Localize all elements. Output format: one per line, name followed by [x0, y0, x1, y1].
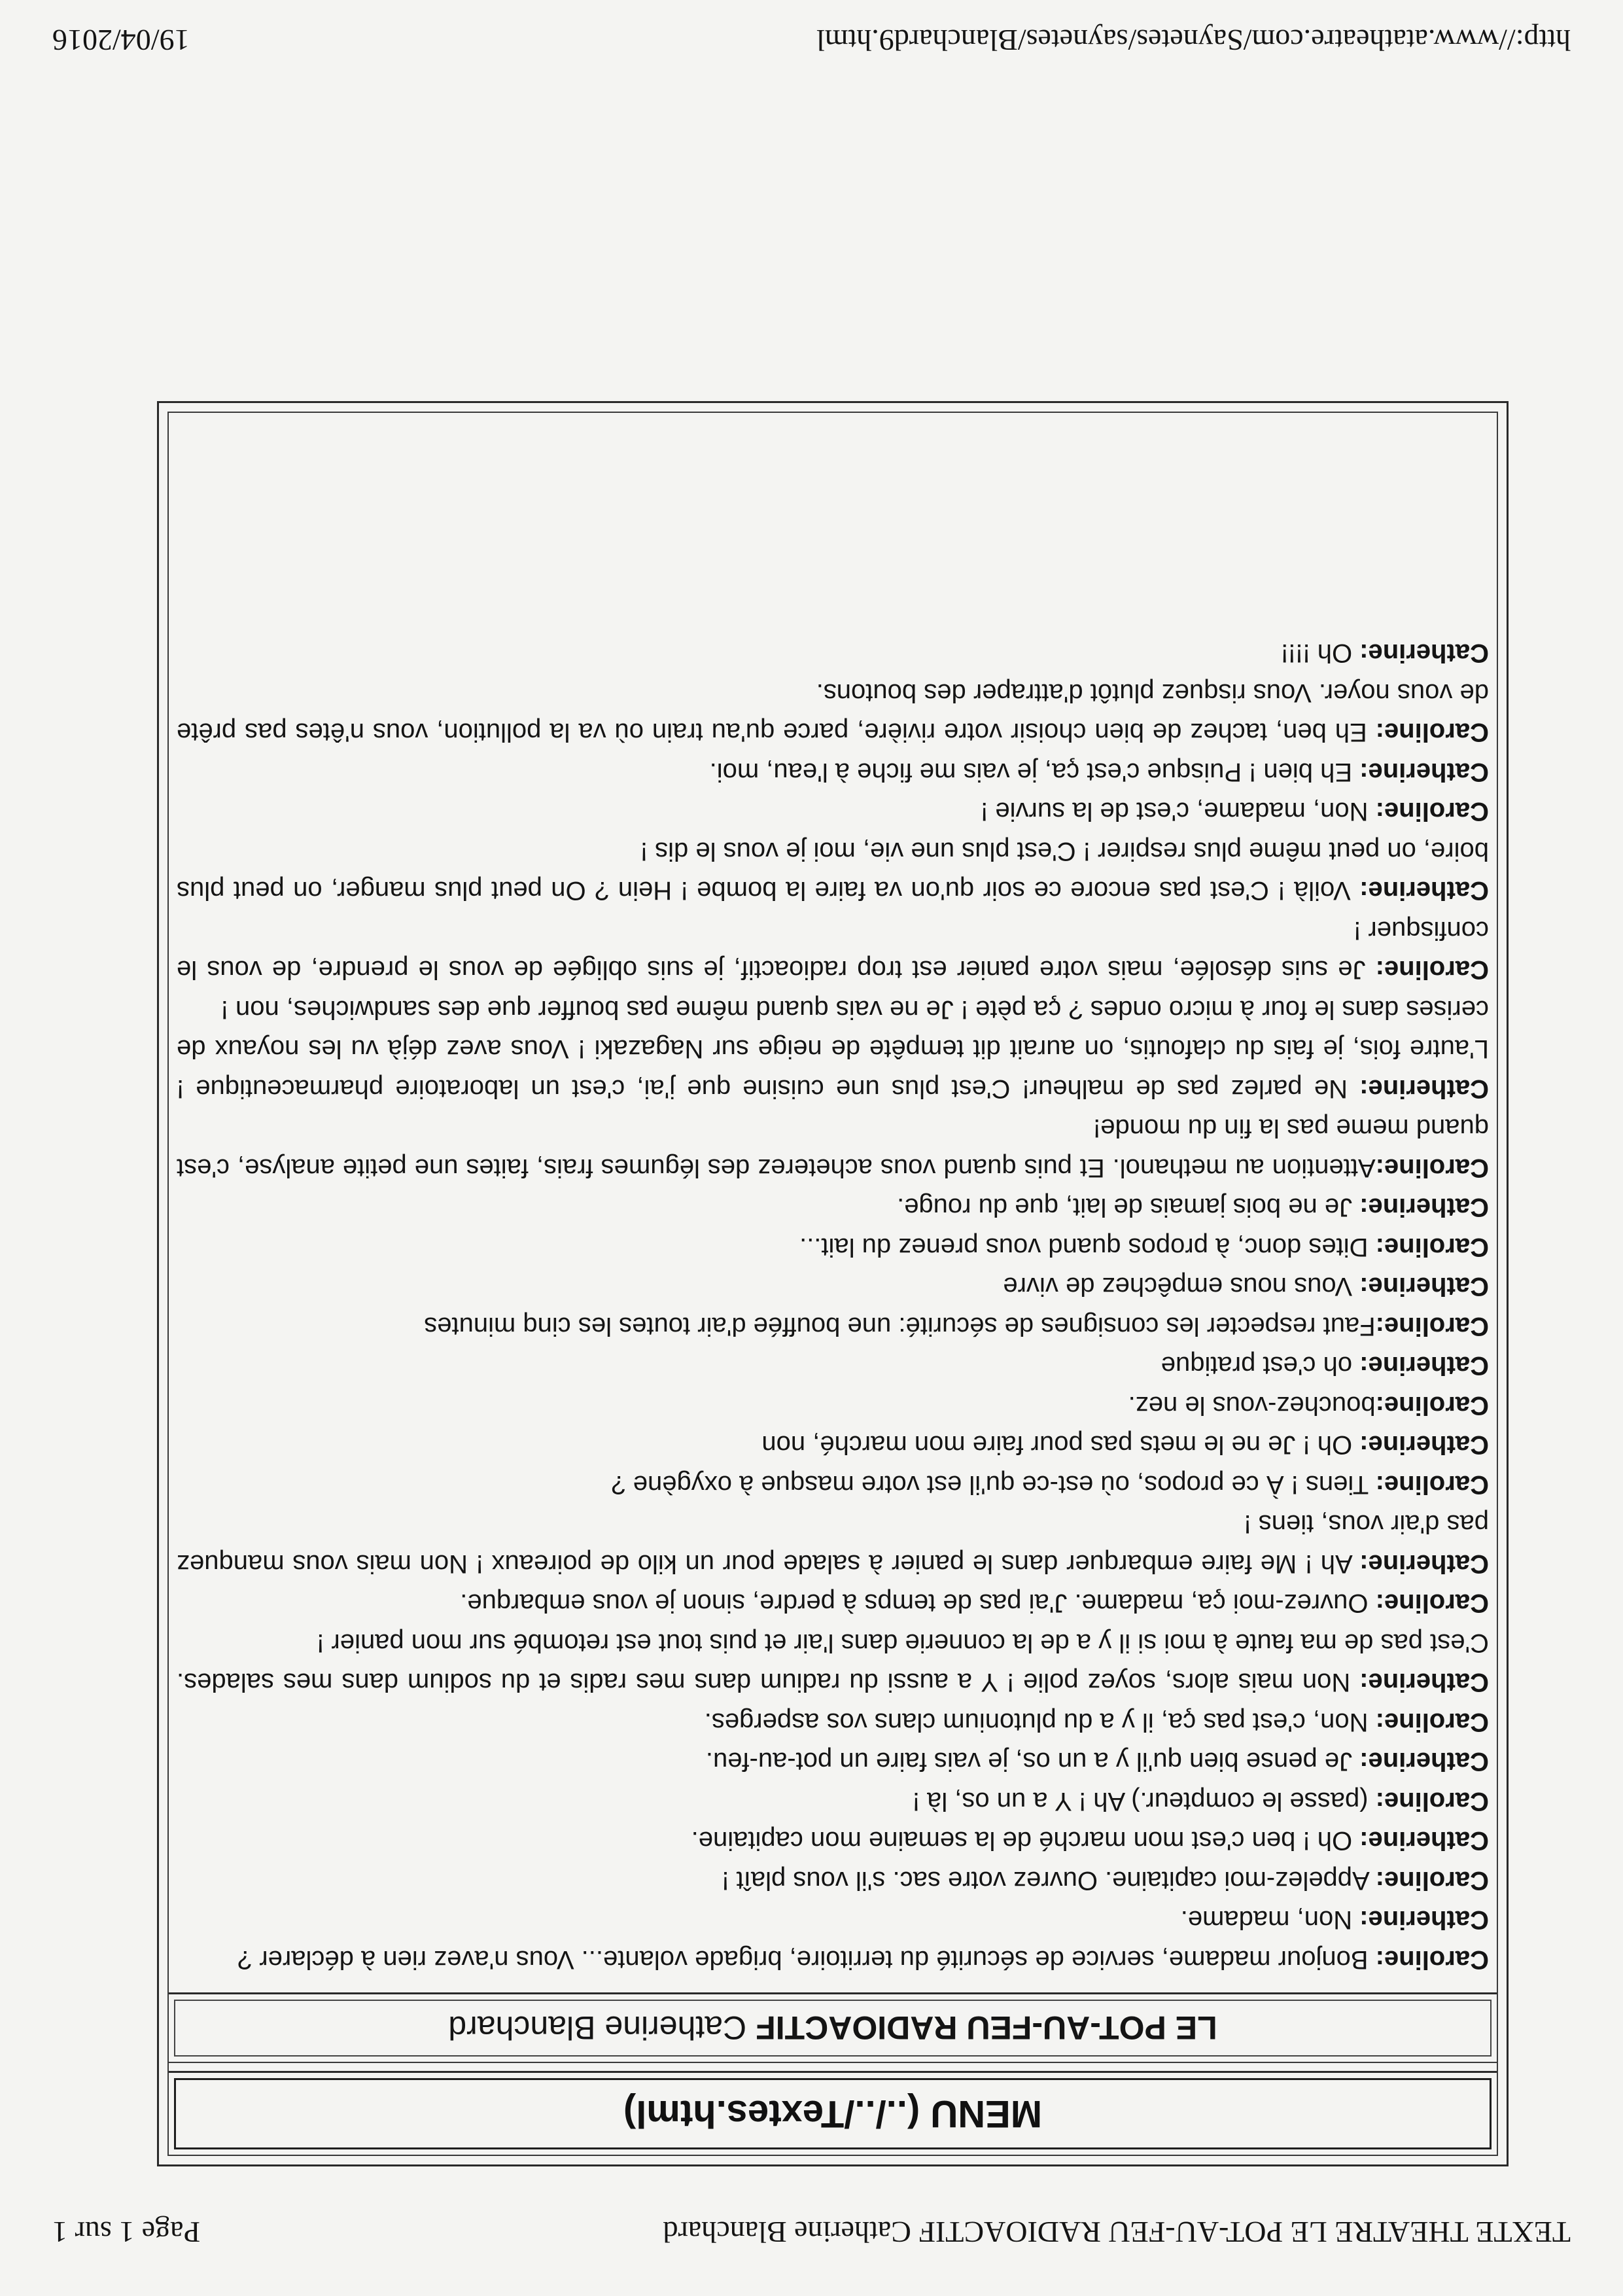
speaker-name: Catherine: [1359, 1905, 1489, 1935]
line-text: Oh ! ben c'est mon marché de la semaine mon capitaine. [691, 1826, 1360, 1856]
line-text: Non, madame, c'est de la survie ! [981, 797, 1376, 826]
dialogue-line [177, 752, 1489, 792]
menu-bar [169, 2071, 1497, 2155]
speaker-name: Caroline: [1375, 1154, 1489, 1182]
speaker-name: Catherine: [1359, 1826, 1489, 1856]
dialogue-line [177, 1386, 1489, 1426]
speaker-name: Caroline: [1375, 718, 1489, 747]
dialogue-line [177, 673, 1489, 752]
dialogue-text [177, 633, 1489, 1979]
dialogue-line [177, 1821, 1489, 1861]
line-text: Faut respecter les consignes de sécurité: une bouffée d'air toutes les cinq minutes [424, 1312, 1376, 1341]
dialogue-line [177, 990, 1489, 1109]
play-author: Catherine Blanchard [448, 2009, 747, 2047]
line-text: Appelez-moi capitaine. Ouvrez votre sac. s'il vous plaît ! [722, 1866, 1376, 1895]
dialogue-line [177, 1465, 1489, 1505]
dialogue-line [177, 1307, 1489, 1347]
line-text: Je pense bien qu'il y a un os, je vais faire un pot-au-feu. [705, 1747, 1360, 1776]
speaker-name: Caroline: [1375, 955, 1489, 985]
dialogue-line [177, 1583, 1489, 1623]
content-frame [157, 401, 1509, 2166]
speaker-name: Caroline: [1375, 1945, 1489, 1974]
play-title: LE POT-AU-FEU RADIOACTIF [756, 2009, 1217, 2047]
speaker-name: Catherine: [1359, 1430, 1489, 1460]
line-text: Oh !!!! [1281, 639, 1360, 668]
line-text: Vous nous empêchez de vivre [1003, 1272, 1360, 1301]
print-header [52, 2212, 1571, 2252]
print-header-title: TEXTE THEATRE LE POT-AU-FEU RADIOACTIF Catherine Blanchard [663, 2216, 1571, 2249]
dialogue-line [177, 1188, 1489, 1227]
dialogue-line [177, 1227, 1489, 1267]
dialogue-line [177, 792, 1489, 832]
line-text: Oh ! Je ne le mets pas pour faire mon marché, non [761, 1430, 1360, 1460]
dialogue-line [177, 1267, 1489, 1307]
dialogue-line [177, 1861, 1489, 1901]
line-text: Bonjour madame, service de sécurité du territoire, brigade volante... Vous n'avez rien à déclarer ? [237, 1945, 1376, 1974]
source-url: http://www.atatheatre.com/Saynetes/saynetes/Blanchard9.html [816, 24, 1571, 57]
line-text: Je ne bois jamais de lait, que du rouge. [897, 1193, 1360, 1222]
dialogue-line [177, 1346, 1489, 1386]
line-text: Non, madame. [1180, 1905, 1360, 1935]
speaker-name: Caroline: [1375, 1589, 1489, 1618]
speaker-name: Catherine: [1359, 758, 1489, 786]
speaker-name: Caroline: [1375, 797, 1489, 826]
print-footer [52, 20, 1571, 60]
line-text: Ne parlez pas de malheur! C'est plus une cuisine que j'ai, c'est un laboratoire pharmaceutique ! L'autre fois, je fais du clafoutis, on aurait dit tempête de neige sur Nagazaki ! Vous avez déjà vu les noyaux de cerises dans le four à micro ondes ? ça pète ! Je ne vais quand même pas bouffer que des sandwiches, non ! [177, 995, 1489, 1103]
line-text: Voilà ! C'est pas encore ce soir qu'on va faire la bombe ! Hein ? On peut plus manger, on peut plus boire, on peut même plus respirer ! C'est plus une vie, moi je vous le dis ! [177, 837, 1489, 906]
title-bar [169, 1992, 1497, 2063]
speaker-name: Catherine: [1359, 1193, 1489, 1222]
line-text: Non mais alors, soyez polie ! Y a aussi du radium dans mes radis et du sodium dans mes salades. C'est pas de ma faute à moi si il y a de la connerie dans l'air et puis tout est retombé sur mon panier ! [177, 1629, 1489, 1697]
speaker-name: Caroline: [1375, 1233, 1489, 1262]
speaker-name: Caroline: [1375, 1866, 1489, 1895]
line-text: Je suis désolée, mais votre panier est trop radioactif, je suis obligée de vous le prendre, de vous le confisquer ! [177, 916, 1489, 985]
line-text: Eh ben, tachez de bien choisir votre rivière, parce qu'au train où va la pollution, vous n'êtes pas prête de vous noyer. Vous risquez plutôt d'attraper des boutons. [177, 679, 1489, 747]
line-text: Non, c'est pas ça, il y a du plutonium clans vos asperges. [704, 1708, 1376, 1737]
line-text: oh c'est pratique [1161, 1351, 1360, 1381]
line-text: Attention au methanol. Et puis quand vous acheterez des légumes frais, faites une petite analyse, c'est quand meme pas la fin du monde! [177, 1114, 1489, 1182]
line-text: bouchez-vous le nez. [1128, 1391, 1376, 1420]
speaker-name: Catherine: [1359, 1747, 1489, 1776]
speaker-name: Caroline: [1375, 1787, 1489, 1816]
line-text: (passe le compteur.) Ah ! Y a un os, là ! [912, 1787, 1376, 1816]
dialogue-line [177, 1742, 1489, 1782]
speaker-name: Catherine: [1359, 1351, 1489, 1381]
speaker-name: Catherine: [1359, 1549, 1489, 1578]
dialogue-line [177, 832, 1489, 911]
line-text: Eh bien ! Puisque c'est ça, je vais me fiche à l'eau, moi. [709, 758, 1360, 786]
page-number: Page 1 sur 1 [52, 2216, 201, 2249]
line-text: Ah ! Me faire embarquer dans le panier à salade pour un kilo de poireaux ! Non mais vous manquez pas d'air vous, tiens ! [177, 1510, 1489, 1578]
speaker-name: Caroline: [1375, 1391, 1489, 1420]
menu-link[interactable]: MENU (../../Textes.html) [623, 2093, 1043, 2135]
line-text: Dites donc, à propos quand vous prenez du lait... [799, 1233, 1376, 1262]
dialogue-line [177, 1782, 1489, 1822]
dialogue-line [177, 1108, 1489, 1188]
speaker-name: Catherine: [1359, 876, 1489, 906]
dialogue-line [177, 911, 1489, 990]
dialogue-line [177, 1900, 1489, 1940]
speaker-name: Caroline: [1375, 1470, 1489, 1499]
dialogue-line [177, 1504, 1489, 1583]
dialogue-line [177, 633, 1489, 673]
print-date: 19/04/2016 [52, 24, 190, 57]
dialogue-line [177, 1703, 1489, 1742]
content-inner-frame [167, 412, 1498, 2156]
speaker-name: Catherine: [1359, 1074, 1489, 1103]
speaker-name: Catherine: [1359, 1668, 1489, 1697]
speaker-name: Catherine: [1359, 639, 1489, 668]
dialogue-line [177, 1425, 1489, 1465]
speaker-name: Caroline: [1375, 1708, 1489, 1737]
line-text: Ouvrez-moi ça, madame. J'ai pas de temps à perdre, sinon je vous embarque. [460, 1589, 1376, 1618]
speaker-name: Caroline: [1375, 1312, 1489, 1341]
line-text: Tiens ! À ce propos, où est-ce qu'il est votre masque à oxygène ? [611, 1470, 1376, 1499]
dialogue-line [177, 1623, 1489, 1703]
dialogue-line [177, 1940, 1489, 1980]
speaker-name: Catherine: [1359, 1272, 1489, 1301]
